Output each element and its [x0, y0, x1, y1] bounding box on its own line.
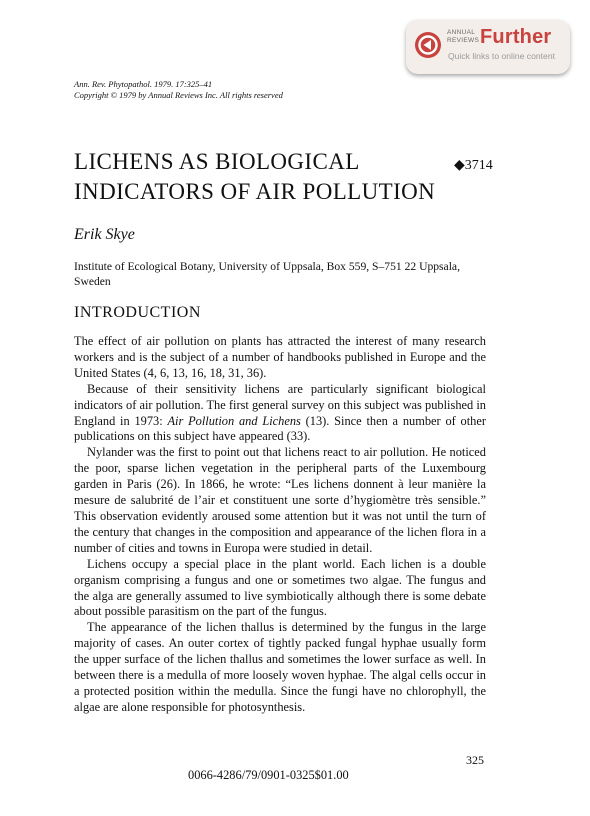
title-line-1: LICHENS AS BIOLOGICAL — [74, 149, 360, 174]
paragraph — [74, 382, 486, 446]
author-name: Erik Skye — [74, 226, 135, 243]
paragraph: The effect of air pollution on plants has attracted the interest of many research workers and is the subject of a number of handbooks published in Europe and the United States (4, 6, 13, 16, 18, 31, 36). — [74, 334, 486, 380]
badge-annual-text: ANNUAL — [447, 29, 476, 36]
article-number: ◆3714 — [454, 158, 493, 173]
section-heading: INTRODUCTION — [74, 304, 201, 321]
cited-book-title: Air Pollution and Lichens — [167, 413, 301, 428]
further-links-badge[interactable] — [406, 20, 570, 74]
page-number: 325 — [466, 753, 484, 767]
journal-citation — [74, 79, 283, 101]
badge-reviews-text: REVIEWS — [447, 36, 480, 44]
paragraph: Nylander was the first to point out that lichens react to air pollution. He noticed the poor, sparse lichen vegetation in the peripheral parts of the Luxembourg garden in Paris (26). In 1866, he wrote: “Les lichens donnent à leur manière la mesure de salubrité de l’air et constituent une sorte d’hygiomètre très sensible.” This observation evidently aroused some attention but it was not until the turn of the century that changes in the composition and appearance of the lichen flora in a number of cities and towns in Europa were studied in detail. — [74, 445, 486, 555]
author-affiliation: Institute of Ecological Botany, University of Uppsala, Box 559, S–751 22 Uppsala, Sweden — [74, 260, 460, 289]
badge-subtitle: Quick links to online content — [448, 51, 556, 61]
article-code: 0066-4286/79/0901-0325$01.00 — [188, 768, 349, 782]
paragraph: The appearance of the lichen thallus is determined by the fungus in the large majority of cases. An outer cortex of tightly packed fungal hyphae usually form the upper surface of the lichen thallus and sometimes the lower surface as well. In between there is a medulla of more loosely woven hyphae. The algal cells occur in a protected position within the medulla. Since the fungi have no chlorophyll, the algae are alone responsible for photosynthesis. — [74, 620, 486, 714]
badge-annual-reviews-label — [447, 29, 479, 44]
paragraph: Lichens occupy a special place in the plant world. Each lichen is a double organism comprising a fungus and one or sometimes two algae. The fungus and the alga are generally assumed to live symbiotically although there is some debate about possible parasitism on the part of the fungus. — [74, 556, 486, 619]
article-body — [74, 334, 486, 716]
copyright-line: Copyright © 1979 by Annual Reviews Inc. All rights reserved — [74, 90, 283, 100]
title-line-2: INDICATORS OF AIR POLLUTION — [74, 179, 436, 204]
annual-reviews-logo-icon — [415, 32, 441, 58]
article-title — [74, 147, 434, 207]
paragraph-text: (13). Since then a number of other publications on this subject have appeared (33). — [74, 413, 486, 444]
journal-line: Ann. Rev. Phytopathol. 1979. 17:325–41 — [74, 79, 213, 89]
paragraph-text: Because of their sensitivity lichens are particularly significant biological indicators of air pollution. The first general survey on this subject was published in England in 1973: — [74, 381, 486, 428]
badge-further-text[interactable]: Further — [480, 26, 552, 48]
